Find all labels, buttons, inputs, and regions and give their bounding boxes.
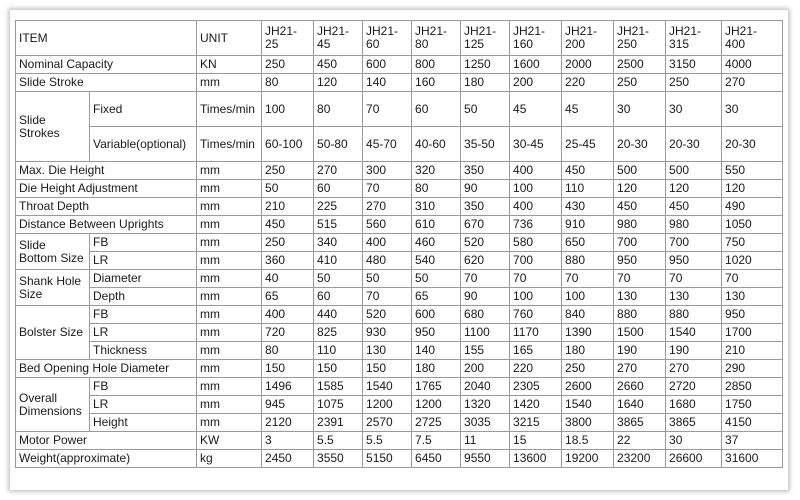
value-cell: 40 (262, 270, 314, 288)
value-cell: 670 (461, 216, 510, 234)
value-cell: 120 (614, 180, 666, 198)
value-cell: 155 (461, 342, 510, 360)
sub-label: FB (90, 234, 197, 252)
value-cell: 200 (461, 360, 510, 378)
row-shank-hole-size-diameter (16, 270, 783, 288)
model-header: JH21-25 (262, 21, 314, 56)
value-cell: 30-45 (510, 127, 562, 162)
value-cell: 50 (262, 180, 314, 198)
sub-label: Fixed (90, 92, 197, 127)
value-cell: 450 (614, 198, 666, 216)
value-cell: 1170 (510, 324, 562, 342)
row-distance-between-uprights (16, 216, 783, 234)
value-cell: 800 (412, 56, 461, 74)
model-header: JH21- 125 (461, 21, 510, 56)
value-cell: 700 (666, 234, 722, 252)
value-cell: 120 (666, 180, 722, 198)
value-cell: 1496 (262, 378, 314, 396)
row-shank-hole-size-depth (16, 288, 783, 306)
value-cell: 270 (614, 360, 666, 378)
value-cell: 6450 (412, 450, 461, 468)
unit-cell: KN (197, 56, 262, 74)
value-cell: 340 (314, 234, 363, 252)
value-cell: 3215 (510, 414, 562, 432)
value-cell: 1200 (363, 396, 412, 414)
value-cell: 480 (363, 252, 412, 270)
value-cell: 1100 (461, 324, 510, 342)
value-cell: 150 (363, 360, 412, 378)
value-cell: 180 (461, 74, 510, 92)
value-cell: 45 (510, 92, 562, 127)
spec-table-body (16, 21, 783, 468)
model-header: JH21- 45 (314, 21, 363, 56)
value-cell: 9550 (461, 450, 510, 468)
value-cell: 180 (412, 360, 461, 378)
unit-cell: mm (197, 216, 262, 234)
value-cell: 2040 (461, 378, 510, 396)
value-cell: 50-80 (314, 127, 363, 162)
unit-cell: mm (197, 306, 262, 324)
model-header: JH21- 400 (722, 21, 783, 56)
value-cell: 250 (262, 162, 314, 180)
row-label: Motor Power (16, 432, 197, 450)
value-cell: 70 (363, 288, 412, 306)
row-label: Nominal Capacity (16, 56, 197, 74)
value-cell: 5.5 (363, 432, 412, 450)
value-cell: 2850 (722, 378, 783, 396)
sub-label: Diameter (90, 270, 197, 288)
value-cell: 70 (461, 270, 510, 288)
value-cell: 520 (461, 234, 510, 252)
value-cell: 3 (262, 432, 314, 450)
value-cell: 50 (461, 92, 510, 127)
value-cell: 90 (461, 288, 510, 306)
unit-cell: mm (197, 270, 262, 288)
value-cell: 550 (722, 162, 783, 180)
value-cell: 520 (363, 306, 412, 324)
value-cell: 720 (262, 324, 314, 342)
value-cell: 190 (614, 342, 666, 360)
value-cell: 150 (314, 360, 363, 378)
value-cell: 270 (363, 198, 412, 216)
row-label: Weight(approximate) (16, 450, 197, 468)
value-cell: 1765 (412, 378, 461, 396)
value-cell: 1750 (722, 396, 783, 414)
value-cell: 1320 (461, 396, 510, 414)
value-cell: 65 (412, 288, 461, 306)
value-cell: 1540 (666, 324, 722, 342)
value-cell: 1200 (412, 396, 461, 414)
value-cell: 300 (363, 162, 412, 180)
row-bolster-size-fb (16, 306, 783, 324)
value-cell: 290 (722, 360, 783, 378)
unit-cell: mm (197, 162, 262, 180)
row-bolster-size-lr (16, 324, 783, 342)
value-cell: 100 (262, 92, 314, 127)
value-cell: 450 (314, 56, 363, 74)
value-cell: 70 (363, 180, 412, 198)
value-cell: 70 (363, 92, 412, 127)
value-cell: 410 (314, 252, 363, 270)
model-header: JH21- 60 (363, 21, 412, 56)
value-cell: 1540 (363, 378, 412, 396)
value-cell: 450 (666, 198, 722, 216)
value-cell: 270 (314, 162, 363, 180)
value-cell: 60 (314, 288, 363, 306)
group-label: Slide Strokes (16, 92, 90, 162)
row-nominal-capacity (16, 56, 783, 74)
value-cell: 2660 (614, 378, 666, 396)
value-cell: 150 (262, 360, 314, 378)
value-cell: 45 (562, 92, 614, 127)
value-cell: 70 (510, 270, 562, 288)
value-cell: 210 (722, 342, 783, 360)
value-cell: 60-100 (262, 127, 314, 162)
value-cell: 1700 (722, 324, 783, 342)
value-cell: 30 (722, 92, 783, 127)
model-header: JH21- 160 (510, 21, 562, 56)
value-cell: 80 (412, 180, 461, 198)
value-cell: 110 (562, 180, 614, 198)
value-cell: 3150 (666, 56, 722, 74)
value-cell: 1075 (314, 396, 363, 414)
row-max-die-height (16, 162, 783, 180)
value-cell: 37 (722, 432, 783, 450)
value-cell: 490 (722, 198, 783, 216)
value-cell: 440 (314, 306, 363, 324)
value-cell: 250 (262, 56, 314, 74)
value-cell: 1540 (562, 396, 614, 414)
model-header: JH21- 80 (412, 21, 461, 56)
value-cell: 450 (562, 162, 614, 180)
value-cell: 3800 (562, 414, 614, 432)
group-label: Shank Hole Size (16, 270, 90, 306)
value-cell: 880 (614, 306, 666, 324)
sub-label: LR (90, 396, 197, 414)
value-cell: 310 (412, 198, 461, 216)
model-header: JH21- 200 (562, 21, 614, 56)
value-cell: 130 (722, 288, 783, 306)
value-cell: 4150 (722, 414, 783, 432)
value-cell: 1250 (461, 56, 510, 74)
value-cell: 250 (562, 360, 614, 378)
row-label: Distance Between Uprights (16, 216, 197, 234)
value-cell: 23200 (614, 450, 666, 468)
value-cell: 350 (461, 198, 510, 216)
value-cell: 250 (262, 234, 314, 252)
value-cell: 5150 (363, 450, 412, 468)
value-cell: 130 (363, 342, 412, 360)
value-cell: 1600 (510, 56, 562, 74)
value-cell: 950 (412, 324, 461, 342)
row-slide-bottom-size-fb (16, 234, 783, 252)
value-cell: 3550 (314, 450, 363, 468)
value-cell: 2500 (614, 56, 666, 74)
value-cell: 220 (510, 360, 562, 378)
value-cell: 220 (562, 74, 614, 92)
value-cell: 840 (562, 306, 614, 324)
value-cell: 910 (562, 216, 614, 234)
value-cell: 140 (412, 342, 461, 360)
group-label: Overall Dimensions (16, 378, 90, 432)
group-label: Bolster Size (16, 306, 90, 360)
row-bolster-size-thickness (16, 342, 783, 360)
value-cell: 600 (412, 306, 461, 324)
value-cell: 100 (510, 180, 562, 198)
value-cell: 20-30 (722, 127, 783, 162)
row-label: Throat Depth (16, 198, 197, 216)
sub-label: LR (90, 252, 197, 270)
value-cell: 22 (614, 432, 666, 450)
value-cell: 540 (412, 252, 461, 270)
value-cell: 19200 (562, 450, 614, 468)
unit-cell: kg (197, 450, 262, 468)
value-cell: 100 (510, 288, 562, 306)
value-cell: 560 (363, 216, 412, 234)
row-slide-strokes-variable (16, 127, 783, 162)
value-cell: 945 (262, 396, 314, 414)
value-cell: 2600 (562, 378, 614, 396)
value-cell: 40-60 (412, 127, 461, 162)
row-bed-opening-hole-diameter (16, 360, 783, 378)
value-cell: 65 (262, 288, 314, 306)
sub-label: Variable(optional) (90, 127, 197, 162)
value-cell: 90 (461, 180, 510, 198)
row-slide-stroke (16, 74, 783, 92)
value-cell: 130 (666, 288, 722, 306)
sub-label: LR (90, 324, 197, 342)
value-cell: 30 (614, 92, 666, 127)
value-cell: 320 (412, 162, 461, 180)
row-throat-depth (16, 198, 783, 216)
value-cell: 3865 (666, 414, 722, 432)
value-cell: 70 (666, 270, 722, 288)
sub-label: Depth (90, 288, 197, 306)
value-cell: 760 (510, 306, 562, 324)
value-cell: 200 (510, 74, 562, 92)
value-cell: 110 (314, 342, 363, 360)
unit-cell: mm (197, 252, 262, 270)
value-cell: 60 (412, 92, 461, 127)
value-cell: 950 (614, 252, 666, 270)
row-slide-bottom-size-lr (16, 252, 783, 270)
value-cell: 2305 (510, 378, 562, 396)
value-cell: 650 (562, 234, 614, 252)
model-header: JH21- 315 (666, 21, 722, 56)
value-cell: 400 (510, 162, 562, 180)
value-cell: 1585 (314, 378, 363, 396)
value-cell: 515 (314, 216, 363, 234)
value-cell: 3865 (614, 414, 666, 432)
value-cell: 100 (562, 288, 614, 306)
value-cell: 50 (412, 270, 461, 288)
value-cell: 2720 (666, 378, 722, 396)
value-cell: 120 (722, 180, 783, 198)
value-cell: 350 (461, 162, 510, 180)
value-cell: 930 (363, 324, 412, 342)
unit-cell: mm (197, 180, 262, 198)
value-cell: 360 (262, 252, 314, 270)
value-cell: 610 (412, 216, 461, 234)
unit-header: UNIT (197, 21, 262, 56)
value-cell: 500 (614, 162, 666, 180)
value-cell: 750 (722, 234, 783, 252)
value-cell: 250 (614, 74, 666, 92)
value-cell: 1500 (614, 324, 666, 342)
unit-cell: mm (197, 288, 262, 306)
value-cell: 700 (614, 234, 666, 252)
header-row (16, 21, 783, 56)
value-cell: 980 (614, 216, 666, 234)
row-weight (16, 450, 783, 468)
value-cell: 45-70 (363, 127, 412, 162)
unit-cell: mm (197, 324, 262, 342)
value-cell: 210 (262, 198, 314, 216)
value-cell: 140 (363, 74, 412, 92)
value-cell: 30 (666, 92, 722, 127)
value-cell: 130 (614, 288, 666, 306)
value-cell: 5.5 (314, 432, 363, 450)
value-cell: 70 (722, 270, 783, 288)
value-cell: 2725 (412, 414, 461, 432)
value-cell: 180 (562, 342, 614, 360)
value-cell: 50 (314, 270, 363, 288)
value-cell: 2391 (314, 414, 363, 432)
spec-table (15, 20, 783, 468)
value-cell: 31600 (722, 450, 783, 468)
value-cell: 736 (510, 216, 562, 234)
value-cell: 70 (562, 270, 614, 288)
value-cell: 950 (666, 252, 722, 270)
row-overall-dimensions-height (16, 414, 783, 432)
value-cell: 30 (666, 432, 722, 450)
value-cell: 270 (722, 74, 783, 92)
value-cell: 20-30 (666, 127, 722, 162)
row-label: Max. Die Height (16, 162, 197, 180)
value-cell: 950 (722, 306, 783, 324)
row-motor-power (16, 432, 783, 450)
value-cell: 2450 (262, 450, 314, 468)
value-cell: 15 (510, 432, 562, 450)
value-cell: 880 (666, 306, 722, 324)
value-cell: 80 (314, 92, 363, 127)
value-cell: 500 (666, 162, 722, 180)
value-cell: 80 (262, 74, 314, 92)
value-cell: 50 (363, 270, 412, 288)
value-cell: 880 (562, 252, 614, 270)
value-cell: 18.5 (562, 432, 614, 450)
value-cell: 4000 (722, 56, 783, 74)
value-cell: 190 (666, 342, 722, 360)
value-cell: 600 (363, 56, 412, 74)
value-cell: 250 (666, 74, 722, 92)
value-cell: 60 (314, 180, 363, 198)
value-cell: 1390 (562, 324, 614, 342)
sub-label: FB (90, 306, 197, 324)
sub-label: FB (90, 378, 197, 396)
item-header: ITEM (16, 21, 197, 56)
value-cell: 25-45 (562, 127, 614, 162)
value-cell: 270 (666, 360, 722, 378)
unit-cell: mm (197, 74, 262, 92)
value-cell: 1420 (510, 396, 562, 414)
value-cell: 580 (510, 234, 562, 252)
value-cell: 80 (262, 342, 314, 360)
row-overall-dimensions-fb (16, 378, 783, 396)
unit-cell: mm (197, 342, 262, 360)
value-cell: 825 (314, 324, 363, 342)
value-cell: 620 (461, 252, 510, 270)
unit-cell: Times/min (197, 127, 262, 162)
value-cell: 26600 (666, 450, 722, 468)
value-cell: 980 (666, 216, 722, 234)
value-cell: 13600 (510, 450, 562, 468)
value-cell: 400 (363, 234, 412, 252)
unit-cell: Times/min (197, 92, 262, 127)
value-cell: 20-30 (614, 127, 666, 162)
sub-label: Height (90, 414, 197, 432)
unit-cell: mm (197, 396, 262, 414)
value-cell: 3035 (461, 414, 510, 432)
unit-cell: mm (197, 198, 262, 216)
value-cell: 35-50 (461, 127, 510, 162)
value-cell: 1680 (666, 396, 722, 414)
value-cell: 120 (314, 74, 363, 92)
row-label: Bed Opening Hole Diameter (16, 360, 197, 378)
group-label: Slide Bottom Size (16, 234, 90, 270)
value-cell: 160 (412, 74, 461, 92)
row-overall-dimensions-lr (16, 396, 783, 414)
value-cell: 460 (412, 234, 461, 252)
value-cell: 2120 (262, 414, 314, 432)
value-cell: 165 (510, 342, 562, 360)
value-cell: 2570 (363, 414, 412, 432)
unit-cell: mm (197, 414, 262, 432)
row-slide-strokes-fixed (16, 92, 783, 127)
value-cell: 450 (262, 216, 314, 234)
value-cell: 225 (314, 198, 363, 216)
value-cell: 1050 (722, 216, 783, 234)
unit-cell: KW (197, 432, 262, 450)
value-cell: 680 (461, 306, 510, 324)
row-die-height-adjustment (16, 180, 783, 198)
value-cell: 1020 (722, 252, 783, 270)
value-cell: 430 (562, 198, 614, 216)
value-cell: 7.5 (412, 432, 461, 450)
value-cell: 11 (461, 432, 510, 450)
row-label: Slide Stroke (16, 74, 197, 92)
value-cell: 2000 (562, 56, 614, 74)
unit-cell: mm (197, 234, 262, 252)
row-label: Die Height Adjustment (16, 180, 197, 198)
unit-cell: mm (197, 360, 262, 378)
value-cell: 700 (510, 252, 562, 270)
unit-cell: mm (197, 378, 262, 396)
model-header: JH21- 250 (614, 21, 666, 56)
value-cell: 400 (262, 306, 314, 324)
value-cell: 1640 (614, 396, 666, 414)
value-cell: 400 (510, 198, 562, 216)
value-cell: 70 (614, 270, 666, 288)
sub-label: Thickness (90, 342, 197, 360)
